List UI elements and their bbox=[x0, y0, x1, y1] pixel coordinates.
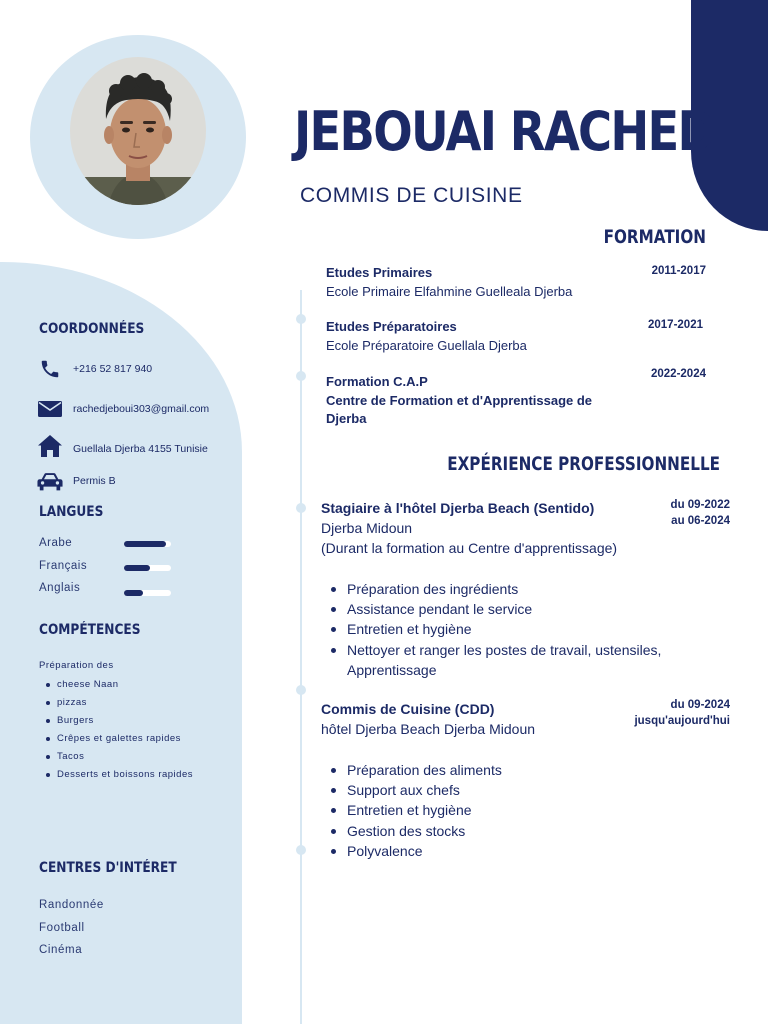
language-level-bar bbox=[124, 565, 171, 571]
timeline-line bbox=[300, 290, 302, 1024]
experience-date-from: du 09-2022 bbox=[670, 499, 730, 511]
task-item: Entretien et hygiène bbox=[347, 800, 717, 820]
job-title: COMMIS DE CUISINE bbox=[300, 184, 523, 207]
education-title: Etudes Primaires bbox=[326, 265, 433, 280]
task-item: Entretien et hygiène bbox=[347, 619, 717, 639]
experience-dates bbox=[671, 497, 730, 529]
experience-dates bbox=[634, 697, 730, 729]
education-title: Formation C.A.P bbox=[326, 374, 428, 389]
timeline-dot bbox=[296, 371, 306, 381]
skill-item: pizzas bbox=[57, 694, 207, 712]
languages-heading: LANGUES bbox=[39, 504, 104, 520]
home-icon bbox=[37, 434, 63, 458]
experience-tasks bbox=[347, 760, 717, 861]
skills-list bbox=[57, 676, 207, 784]
language-level-bar bbox=[124, 541, 171, 547]
interest-item: Football bbox=[39, 922, 85, 934]
experience-date-from: du 09-2024 bbox=[670, 699, 730, 711]
timeline-dot bbox=[296, 845, 306, 855]
skill-item: Burgers bbox=[57, 712, 207, 730]
experience-title: Commis de Cuisine (CDD) bbox=[321, 701, 495, 717]
education-years: 2017-2021 bbox=[648, 319, 703, 331]
timeline-dot bbox=[296, 314, 306, 324]
language-level-fill bbox=[124, 541, 166, 547]
postal-address: Guellala Djerba 4155 Tunisie bbox=[73, 443, 208, 455]
experience-title: Stagiaire à l'hôtel Djerba Beach (Sentido) bbox=[321, 500, 595, 516]
language-name: Arabe bbox=[39, 537, 73, 549]
education-heading: FORMATION bbox=[603, 226, 706, 248]
driving-license: Permis B bbox=[73, 475, 116, 487]
task-item: Nettoyer et ranger les postes de travail, ustensiles, Apprentissage bbox=[347, 640, 717, 680]
skill-item: Crêpes et galettes rapides bbox=[57, 730, 207, 748]
experience-date-to: au 06-2024 bbox=[671, 515, 730, 527]
education-years: 2022-2024 bbox=[651, 368, 706, 380]
mail-icon bbox=[37, 397, 63, 421]
person-name: JEBOUAI RACHED bbox=[294, 100, 715, 163]
experience-location: Djerba Midoun bbox=[321, 520, 413, 536]
language-name: Français bbox=[39, 560, 88, 572]
skill-item: cheese Naan bbox=[57, 676, 207, 694]
experience-location: hôtel Djerba Beach Djerba Midoun bbox=[321, 721, 536, 737]
timeline-dot bbox=[296, 685, 306, 695]
interests-heading: CENTRES D'INTÉRET bbox=[39, 860, 177, 876]
task-item: Polyvalence bbox=[347, 841, 717, 861]
language-level-fill bbox=[124, 565, 150, 571]
interest-item: Cinéma bbox=[39, 944, 83, 956]
language-level-fill bbox=[124, 590, 143, 596]
skill-item: Tacos bbox=[57, 748, 207, 766]
language-name: Anglais bbox=[39, 582, 81, 594]
task-item: Gestion des stocks bbox=[347, 821, 717, 841]
skills-heading: COMPÉTENCES bbox=[39, 622, 141, 638]
car-icon bbox=[37, 470, 63, 494]
contact-heading: COORDONNÉES bbox=[39, 321, 145, 337]
education-school: Ecole Primaire Elfahmine Guelleala Djerba bbox=[326, 284, 573, 299]
task-item: Support aux chefs bbox=[347, 780, 717, 800]
task-item: Assistance pendant le service bbox=[347, 599, 717, 619]
language-level-bar bbox=[124, 590, 171, 596]
education-school: Ecole Préparatoire Guellala Djerba bbox=[326, 338, 527, 353]
skills-intro: Préparation des bbox=[39, 660, 114, 671]
task-item: Préparation des aliments bbox=[347, 760, 717, 780]
interest-item: Randonnée bbox=[39, 899, 104, 911]
task-item: Préparation des ingrédients bbox=[347, 579, 717, 599]
timeline-dot bbox=[296, 503, 306, 513]
experience-note: (Durant la formation au Centre d'apprentissage) bbox=[321, 540, 618, 556]
experience-date-to: jusqu'aujourd'hui bbox=[634, 715, 730, 727]
education-title: Etudes Préparatoires bbox=[326, 319, 457, 334]
education-years: 2011-2017 bbox=[651, 265, 706, 277]
profile-photo bbox=[70, 57, 206, 205]
email-address: rachedjeboui303@gmail.com bbox=[73, 403, 210, 415]
phone-number: +216 52 817 940 bbox=[73, 363, 153, 375]
phone-icon bbox=[37, 357, 63, 381]
education-school: Centre de Formation et d'Apprentissage de Djerba bbox=[326, 393, 593, 426]
experience-heading: EXPÉRIENCE PROFESSIONNELLE bbox=[447, 453, 720, 475]
skill-item: Desserts et boissons rapides bbox=[57, 766, 207, 784]
experience-tasks bbox=[347, 579, 717, 680]
